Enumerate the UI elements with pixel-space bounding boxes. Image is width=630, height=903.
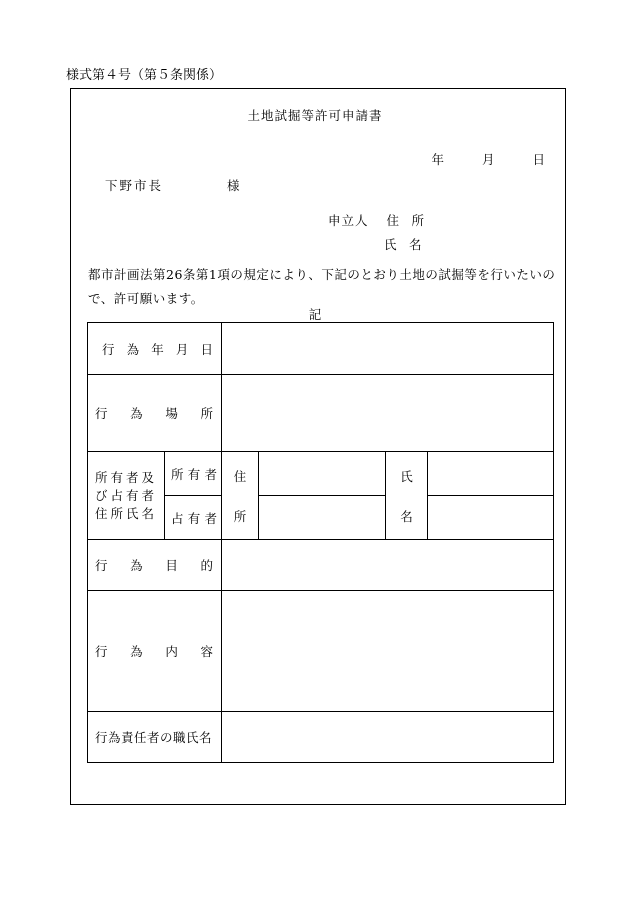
act-purpose-label [88,540,222,591]
applicant-name-label: 氏 名 [384,237,422,252]
owner-name-value[interactable] [428,452,554,496]
row-act-place [88,375,554,452]
label-char: 場 [165,406,178,421]
row-act-purpose [88,540,554,591]
responsible-value[interactable] [222,712,554,763]
year-label: 年 [431,152,445,167]
applicant-address-row [328,211,424,229]
row-act-date [88,323,554,375]
label-char: 行 [95,406,108,421]
label-char: 為 [126,341,140,357]
occupant-name-value[interactable] [428,496,554,540]
applicant-name-row [384,235,422,253]
label-char: 者 [204,510,218,526]
label-char: 為 [130,644,143,659]
label-char: 有 [187,466,201,482]
applicant-label: 申立人 [328,213,369,228]
label-char: 所 [171,466,184,482]
date-line [432,150,545,168]
act-place-value[interactable] [222,375,554,452]
addressee-honorific: 様 [226,178,240,193]
application-table [87,322,554,763]
ki-heading: 記 [308,307,322,322]
act-date-text [95,340,221,358]
label-char: 所 [200,406,213,421]
occupant-label [165,496,222,540]
label-char: 目 [165,558,178,573]
label-char: 為 [130,558,143,573]
act-date-label [88,323,222,375]
row-responsible [88,712,554,763]
label-char: 行 [95,644,108,659]
label-char: 有 [187,510,201,526]
label-char: 為 [130,406,143,421]
responsible-label: 行為責任者の職氏名 [88,712,222,763]
addressee-name: 下野市長 [105,178,164,193]
label-char: 占 [171,510,184,526]
row-act-content [88,591,554,712]
act-content-label [88,591,222,712]
document-title: 土地試掘等許可申請書 [247,108,383,123]
label-char: 日 [200,341,214,357]
label-char: 的 [200,558,213,573]
label-char: 容 [200,644,213,659]
owner-label [165,452,222,496]
owner-address-value[interactable] [259,452,386,496]
row-owner [88,452,554,496]
month-label: 月 [482,152,495,167]
act-date-value[interactable] [222,323,554,375]
label-char: 者 [204,466,218,482]
act-purpose-value[interactable] [222,540,554,591]
addressee [105,176,240,194]
occupant-address-value[interactable] [259,496,386,540]
label-char: 月 [175,341,189,357]
day-label: 日 [532,152,545,167]
label-char: 年 [151,341,164,357]
applicant-address-label: 住 所 [386,213,424,228]
label-char: 行 [102,341,115,357]
owner-group-label: 所有者及 び占有者 住所氏名 [88,452,165,540]
body-text: 都市計画法第26条第1項の規定により、下記のとおり土地の試掘等を行いたいので、許可願います。 [88,267,556,306]
label-char: 内 [165,644,178,659]
act-content-value[interactable] [222,591,554,712]
act-place-label [88,375,222,452]
address-column-label: 住 所 [222,452,259,540]
form-number: 様式第４号（第５条関係） [66,68,223,83]
label-char: 行 [95,558,108,573]
name-column-label: 氏 名 [386,452,428,540]
